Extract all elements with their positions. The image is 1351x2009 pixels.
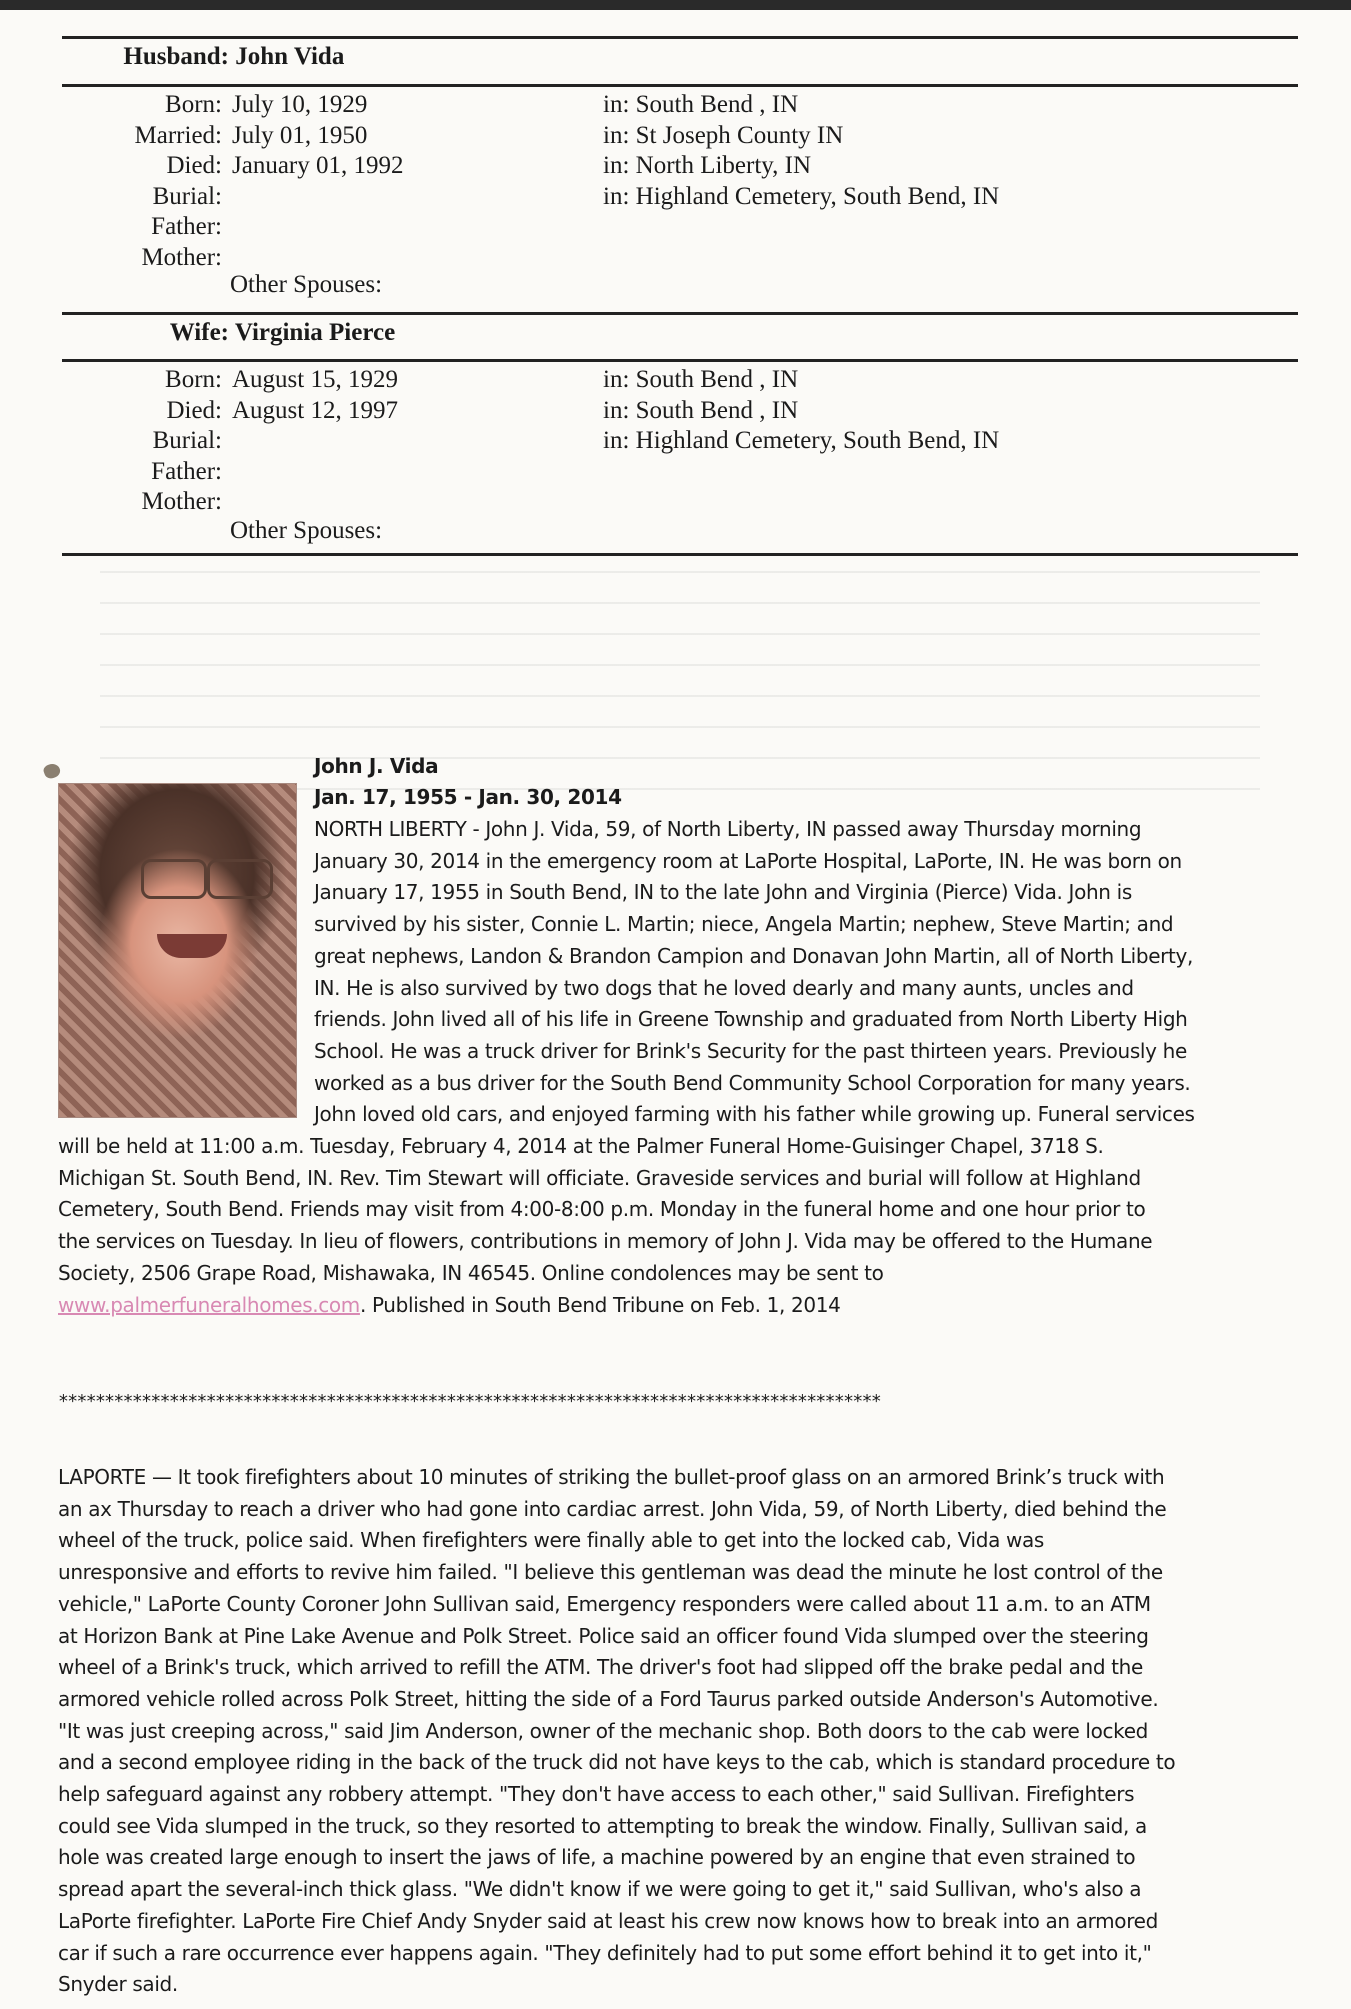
husband-bottom-rule — [62, 84, 1298, 87]
wife-row — [62, 426, 1298, 457]
obituary-line: John loved old cars, and enjoyed farming with his father while growing up. Funeral services — [314, 1102, 1195, 1127]
husband-heading — [0, 42, 344, 72]
obituary-line: Cemetery, South Bend. Friends may visit from 4:00-8:00 p.m. Monday in the funeral home and one hour prior to — [58, 1197, 1146, 1222]
wife-row-place: in: South Bend , IN — [603, 396, 799, 424]
husband-row-place: in: South Bend , IN — [603, 91, 799, 118]
obituary-line: worked as a bus driver for the South Bend Community School Corporation for many years. — [314, 1070, 1191, 1095]
wife-row-label: Burial: — [152, 427, 222, 454]
article-line: hole was created large enough to insert the jaws of life, a machine powered by an engine that even strained to — [58, 1845, 1136, 1870]
wife-details — [62, 365, 1298, 518]
wife-heading — [0, 318, 395, 348]
article-line: "It was just creeping across," said Jim Anderson, owner of the mechanic shop. Both doors to the cab were locked — [58, 1718, 1148, 1743]
obituary-line: survived by his sister, Connie L. Martin; niece, Angela Martin; nephew, Steve Martin; and — [314, 912, 1174, 937]
husband-row-value: January 01, 1992 — [232, 152, 404, 179]
wife-row — [62, 396, 1298, 427]
husband-row-place: in: Highland Cemetery, South Bend, IN — [603, 182, 1000, 210]
obituary-published-note: . Published in South Bend Tribune on Feb. 1, 2014 — [359, 1293, 841, 1317]
wife-row-place: in: South Bend , IN — [603, 366, 799, 393]
article-line: at Horizon Bank at Pine Lake Avenue and Polk Street. Police said an officer found Vida slumped over the steering — [58, 1623, 1149, 1648]
obituary-line: Michigan St. South Bend, IN. Rev. Tim Stewart will officiate. Graveside services and burial will follow at Highland — [58, 1165, 1141, 1190]
husband-row-label: Burial: — [152, 182, 222, 210]
wife-bottom-rule — [62, 359, 1298, 362]
wife-row-place: in: Highland Cemetery, South Bend, IN — [603, 427, 1000, 454]
husband-row — [62, 182, 1298, 213]
husband-row-label: Married: — [134, 121, 222, 149]
photo-glasses-right — [207, 859, 273, 899]
husband-name: John Vida — [235, 43, 345, 70]
wife-row-label: Mother: — [141, 488, 222, 515]
husband-row — [62, 151, 1298, 182]
separator-stars: ***************************************************************************************** — [58, 1391, 881, 1412]
obituary-body-indented — [314, 814, 1195, 1131]
article-line: car if such a rare occurrence ever happens again. "They definitely had to put some effort behind it to get into it," — [58, 1940, 1152, 1965]
article-line: could see Vida slumped in the truck, so they resorted to attempting to break the window. Finally, Sullivan said, a — [58, 1813, 1147, 1838]
wife-name: Virginia Pierce — [234, 319, 396, 346]
obituary-line: great nephews, Landon & Brandon Campion and Donavan John Martin, all of North Liberty, — [314, 943, 1194, 968]
paper-speck — [42, 762, 62, 781]
husband-details — [62, 90, 1298, 273]
husband-row-label: Mother: — [141, 243, 222, 271]
obituary-line: IN. He is also survived by two dogs that he loved dearly and many aunts, uncles and — [314, 975, 1134, 1000]
obituary-line: NORTH LIBERTY - John J. Vida, 59, of North Liberty, IN passed away Thursday morning — [314, 817, 1142, 841]
article-line: help safeguard against any robbery attempt. "They don't have access to each other," said Sullivan. Firefighters — [58, 1782, 1135, 1807]
wife-row-label: Father: — [151, 457, 222, 485]
photo-glasses-left — [141, 859, 207, 899]
husband-other-spouses: Other Spouses: — [230, 271, 383, 298]
husband-row-label: Died: — [166, 152, 222, 179]
article-line: an ax Thursday to reach a driver who had gone into cardiac arrest. John Vida, 59, of North Liberty, died behind the — [58, 1496, 1167, 1521]
wife-row — [62, 365, 1298, 396]
article-line: wheel of a Brink's truck, which arrived to refill the ATM. The driver's foot had slipped off the brake pedal and the — [58, 1655, 1143, 1680]
article-line: armored vehicle rolled across Polk Street, hitting the side of a Ford Taurus parked outside Anderson's Automotive. — [58, 1686, 1159, 1711]
husband-row-value: July 10, 1929 — [232, 91, 368, 118]
wife-row-label: Born: — [165, 366, 222, 393]
obituary-dates: Jan. 17, 1955 - Jan. 30, 2014 — [314, 785, 622, 809]
wife-top-rule — [62, 312, 1298, 315]
wife-row — [62, 487, 1298, 518]
obituary-link-line — [58, 1290, 840, 1322]
funeral-home-link[interactable]: www.palmerfuneralhomes.com — [58, 1293, 360, 1317]
bleed-through-shadow — [100, 560, 1260, 790]
article-line: spread apart the several-inch thick glass. "We didn't know if we were going to get it," said Sullivan, who's also a — [58, 1877, 1142, 1902]
article-line: wheel of the truck, police said. When firefighters were finally able to get into the locked cab, Vida was — [58, 1528, 1045, 1553]
wife-row-value: August 15, 1929 — [232, 366, 398, 393]
scan-top-edge — [0, 0, 1351, 10]
husband-row-place: in: North Liberty, IN — [603, 152, 812, 179]
obituary-line: School. He was a truck driver for Brink's Security for the past thirteen years. Previously he — [314, 1038, 1187, 1063]
obituary-line: the services on Tuesday. In lieu of flowers, contributions in memory of John J. Vida may be offered to the Humane — [58, 1229, 1153, 1254]
wife-end-rule — [62, 553, 1298, 556]
husband-row-value: July 01, 1950 — [232, 121, 368, 149]
article-line: unresponsive and efforts to revive him failed. "I believe this gentleman was dead the minute he lost control of the — [58, 1560, 1163, 1585]
husband-row-place: in: St Joseph County IN — [603, 121, 844, 149]
obituary-line: will be held at 11:00 a.m. Tuesday, February 4, 2014 at the Palmer Funeral Home-Guisinger Chapel, 3718 S. — [58, 1134, 1104, 1158]
obituary-line: friends. John lived all of his life in Greene Township and graduated from North Liberty High — [314, 1007, 1188, 1032]
husband-row — [62, 243, 1298, 274]
article-line: LaPorte firefighter. LaPorte Fire Chief Andy Snyder said at least his crew now knows how to break into an armored — [58, 1908, 1158, 1933]
obituary-name: John J. Vida — [314, 754, 439, 778]
article-line: and a second employee riding in the back of the truck did not have keys to the cab, which is standard procedure to — [58, 1750, 1176, 1775]
husband-row — [62, 90, 1298, 121]
wife-other-spouses: Other Spouses: — [230, 517, 383, 544]
wife-row-label: Died: — [166, 396, 222, 424]
husband-row-label: Father: — [151, 213, 222, 240]
article-line: vehicle," LaPorte County Coroner John Sullivan said, Emergency responders were called about 11 a.m. to an ATM — [58, 1591, 1151, 1616]
news-article — [58, 1462, 1175, 2001]
wife-row — [62, 457, 1298, 488]
article-line: Snyder said. — [58, 1972, 178, 1997]
obituary-line: January 30, 2014 in the emergency room at LaPorte Hospital, LaPorte, IN. He was born on — [314, 848, 1182, 873]
obituary-line: Society, 2506 Grape Road, Mishawaka, IN 46545. Online condolences may be sent to — [58, 1260, 884, 1285]
husband-row — [62, 212, 1298, 243]
wife-heading-label: Wife: — [169, 319, 229, 346]
obituary-line: January 17, 1955 in South Bend, IN to the late John and Virginia (Pierce) Vida. John is — [314, 880, 1132, 905]
husband-row — [62, 121, 1298, 152]
obituary-photo — [58, 783, 297, 1118]
husband-top-rule — [62, 36, 1298, 39]
obituary-body-full — [58, 1131, 1152, 1290]
husband-heading-label: Husband: — [123, 43, 229, 70]
husband-row-label: Born: — [165, 91, 222, 118]
photo-smile — [157, 934, 227, 958]
article-line: LAPORTE — It took firefighters about 10 minutes of striking the bullet-proof glass on an armored Brink’s truck with — [58, 1465, 1165, 1489]
wife-row-value: August 12, 1997 — [232, 396, 398, 424]
